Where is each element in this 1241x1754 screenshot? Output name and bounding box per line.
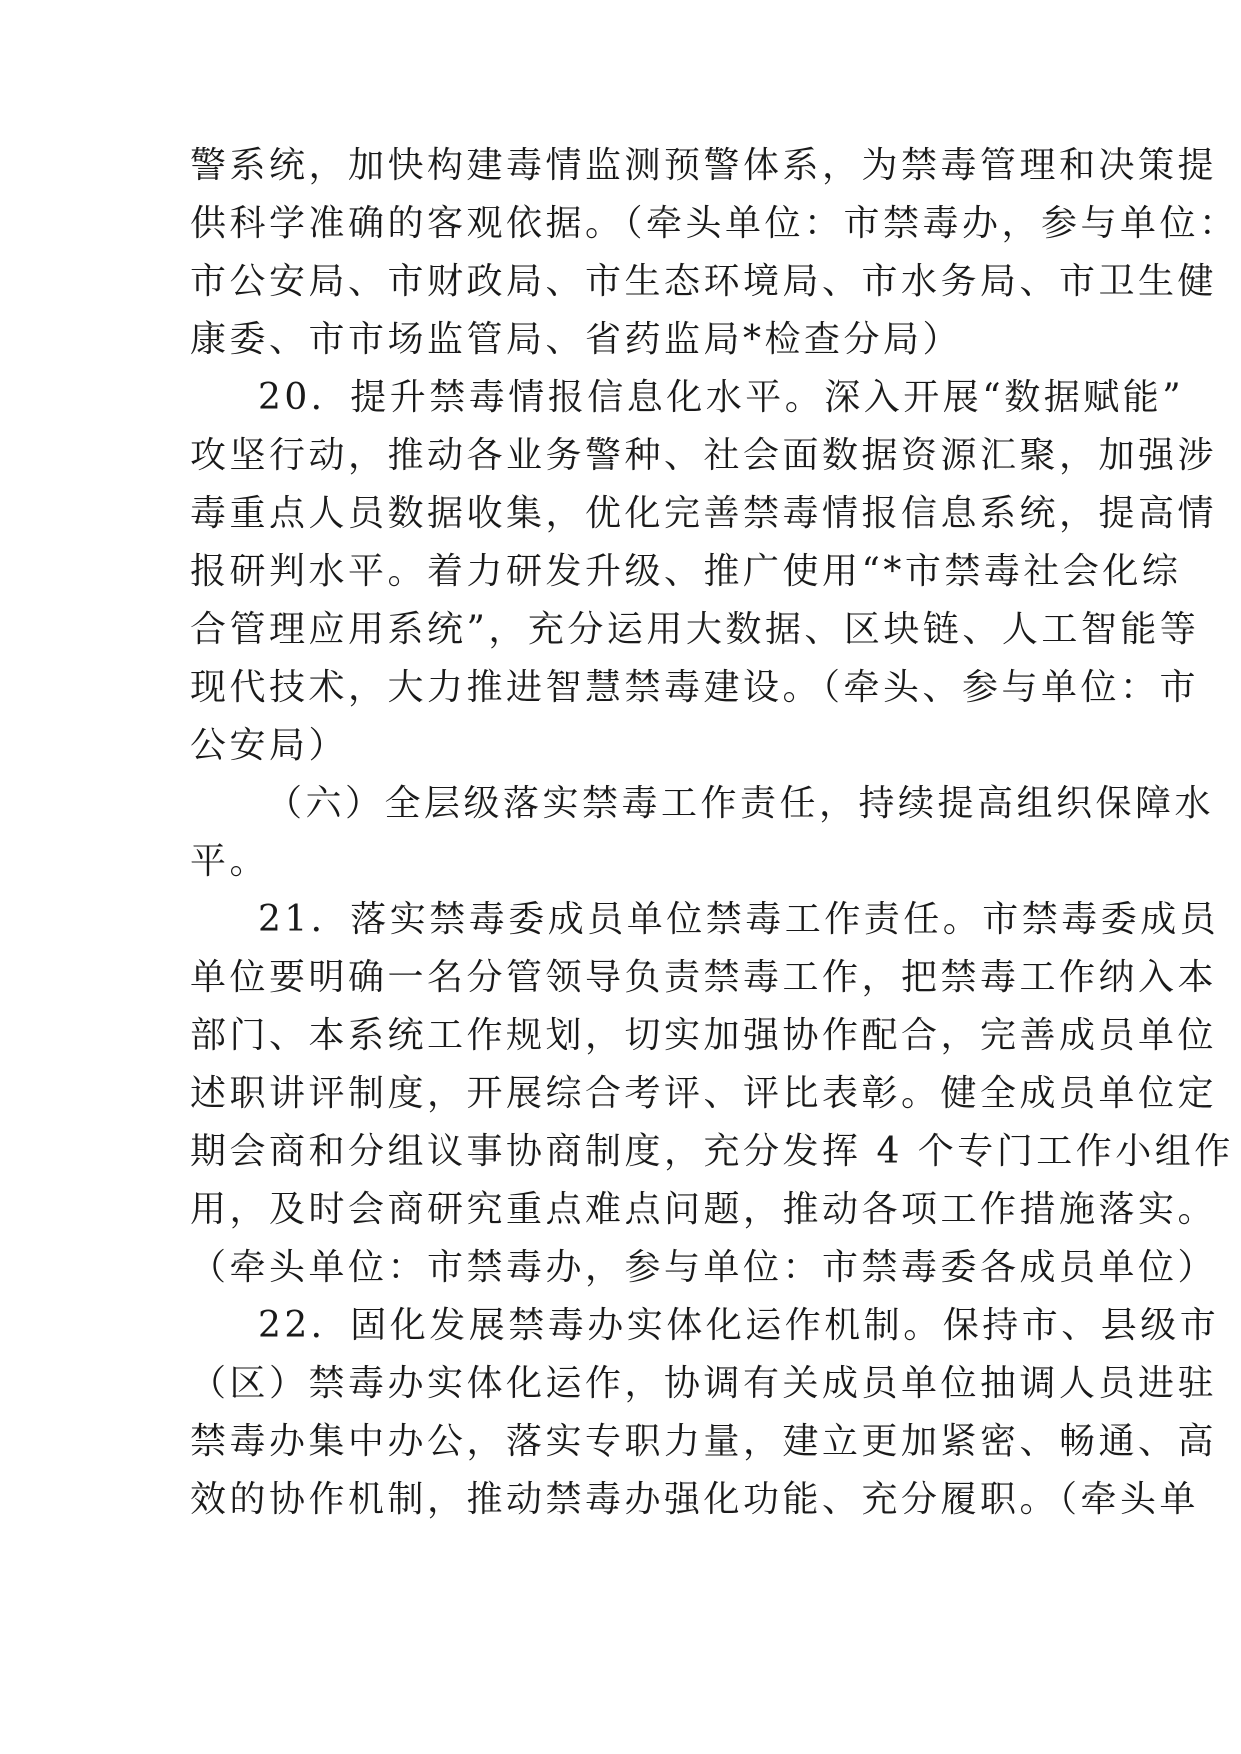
text-line: 述职讲评制度，开展综合考评、评比表彰。健全成员单位定	[190, 1073, 1218, 1114]
text-line: （牵头单位：市禁毒办，参与单位：市禁毒委各成员单位）	[190, 1247, 1218, 1288]
paragraph-heading-20: 20．提升禁毒情报信息化水平。深入开展“数据赋能”	[258, 377, 1185, 418]
text-line: 公安局）	[190, 725, 349, 766]
paragraph-heading-22: 22．固化发展禁毒办实体化运作机制。保持市、县级市	[258, 1305, 1220, 1346]
text-line: 毒重点人员数据收集，优化完善禁毒情报信息系统，提高情	[190, 493, 1218, 534]
text-line: 攻坚行动，推动各业务警种、社会面数据资源汇聚，加强涉	[190, 435, 1218, 476]
text-line: 市公安局、市财政局、市生态环境局、市水务局、市卫生健	[190, 261, 1218, 302]
text-line: 效的协作机制，推动禁毒办强化功能、充分履职。（牵头单	[190, 1479, 1200, 1520]
paragraph-heading-21: 21．落实禁毒委成员单位禁毒工作责任。市禁毒委成员	[258, 899, 1220, 940]
text-line: 警系统，加快构建毒情监测预警体系，为禁毒管理和决策提	[190, 145, 1218, 186]
section-heading-6: （六）全层级落实禁毒工作责任，持续提高组织保障水	[266, 783, 1215, 824]
text-line: 报研判水平。着力研发升级、推广使用“*市禁毒社会化综	[190, 551, 1182, 592]
text-line: 康委、市市场监管局、省药监局*检查分局）	[190, 319, 963, 360]
text-line: 禁毒办集中办公，落实专职力量，建立更加紧密、畅通、高	[190, 1421, 1218, 1462]
text-line: （区）禁毒办实体化运作，协调有关成员单位抽调人员进驻	[190, 1363, 1218, 1404]
text-line: 部门、本系统工作规划，切实加强协作配合，完善成员单位	[190, 1015, 1218, 1056]
text-line: 平。	[190, 841, 270, 882]
text-line: 用，及时会商研究重点难点问题，推动各项工作措施落实。	[190, 1189, 1218, 1230]
text-line: 期会商和分组议事协商制度，充分发挥 4 个专门工作小组作	[190, 1131, 1234, 1172]
text-line: 现代技术，大力推进智慧禁毒建设。（牵头、参与单位：市	[190, 667, 1200, 708]
text-line: 合管理应用系统”，充分运用大数据、区块链、人工智能等	[190, 609, 1200, 650]
text-line: 单位要明确一名分管领导负责禁毒工作，把禁毒工作纳入本	[190, 957, 1218, 998]
text-line: 供科学准确的客观依据。（牵头单位：市禁毒办，参与单位：	[190, 203, 1239, 244]
